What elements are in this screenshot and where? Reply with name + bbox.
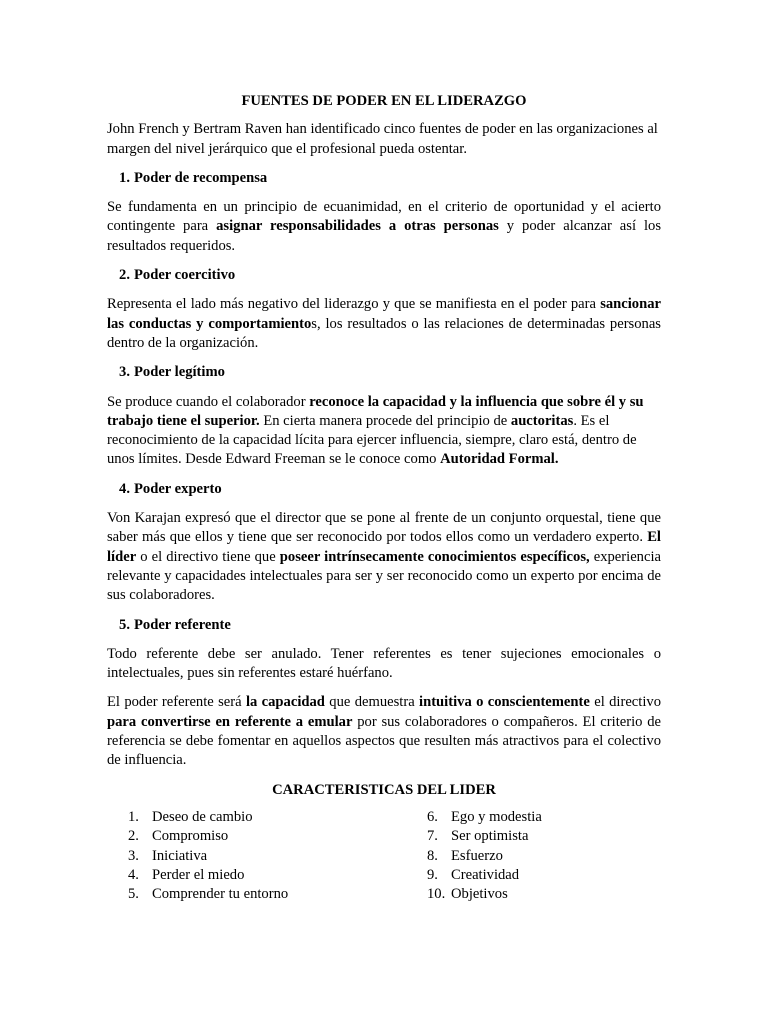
list-text: Compromiso [152, 828, 229, 845]
list-text: Objetivos [451, 886, 508, 903]
bold-run: intuitiva o conscientemente [419, 694, 590, 711]
list-number: 6. [427, 808, 438, 825]
paragraph-legitimo [107, 393, 661, 470]
section-label: Poder experto [134, 480, 222, 497]
section-number: 3. [119, 364, 130, 381]
text-run: Representa el lado más negativo del liderazgo y que se manifiesta en el poder para [107, 296, 601, 313]
text-run: o el directivo tiene que [136, 548, 280, 565]
bold-run: Autoridad Formal. [440, 451, 559, 468]
list-number: 7. [427, 828, 438, 845]
bold-run: asignar responsabilidades a otras personas [216, 218, 499, 235]
list-text: Iniciativa [152, 847, 208, 864]
bold-run: reconoce la capacidad y la influencia que sobre él y su trabajo tiene el superior. [107, 393, 644, 429]
paragraph-referente-2 [107, 693, 661, 770]
list-number: 8. [427, 847, 438, 864]
bold-run: sancionar las conductas y comportamiento [107, 296, 661, 332]
list-number: 10. [427, 886, 446, 903]
text-run: El poder referente será [107, 694, 246, 711]
text-run: que demuestra [324, 694, 420, 711]
section-heading-coercitivo [107, 266, 661, 285]
list-item [427, 885, 542, 904]
characteristics-list [107, 808, 661, 908]
list-item [128, 885, 288, 904]
list-item [427, 808, 542, 827]
section-heading-legitimo [107, 363, 661, 382]
list-item [128, 847, 288, 866]
text-run: por sus colaboradores o compañeros. El criterio de referencia se debe fomentar en aquellos aspectos que resulten más atractivos para el colectivo de influencia. [107, 713, 661, 769]
section-number: 4. [119, 480, 130, 497]
section-label: Poder referente [134, 616, 231, 633]
section-number: 5. [119, 616, 130, 633]
paragraph-recompensa [107, 198, 661, 256]
list-number: 9. [427, 866, 438, 883]
list-text: Ser optimista [451, 828, 529, 845]
bold-run: El líder [107, 529, 661, 565]
list-text: Deseo de cambio [152, 808, 253, 825]
list-number: 3. [128, 847, 139, 864]
text-run: experiencia relevante y capacidades intelectuales para ser y ser reconocido como un experto por encima de sus colaboradores. [107, 548, 661, 604]
paragraph-referente-1: Todo referente debe ser anulado. Tener referentes es tener sujeciones emocionales o intelectuales, pues sin referentes estaré huérfano. [107, 645, 661, 682]
paragraph-coercitivo [107, 295, 661, 353]
list-number: 5. [128, 886, 139, 903]
characteristics-title: CARACTERISTICAS DEL LIDER [272, 781, 496, 798]
list-item [427, 827, 542, 846]
document-content [107, 92, 661, 908]
bold-run: poseer intrínsecamente conocimientos específicos, [279, 548, 590, 565]
characteristics-column-right [427, 808, 542, 904]
text-run: En cierta manera procede del principio de [259, 412, 511, 429]
text-run: y poder alcanzar así los resultados requeridos. [107, 218, 661, 254]
characteristics-column-left [128, 808, 288, 904]
list-text: Perder el miedo [152, 866, 245, 883]
section-label: Poder legítimo [134, 364, 225, 381]
list-item [128, 808, 288, 827]
paragraph-experto [107, 509, 661, 605]
section-number: 2. [119, 267, 130, 284]
bold-run: para convertirse en referente a emular [107, 713, 353, 730]
section-heading-referente [107, 616, 661, 635]
list-text: Esfuerzo [451, 847, 503, 864]
bold-run: la capacidad [245, 694, 325, 711]
intro-paragraph: John French y Bertram Raven han identificado cinco fuentes de poder en las organizaciones al margen del nivel jerárquico que el profesional pueda ostentar. [107, 121, 658, 157]
section-heading-recompensa [107, 169, 661, 188]
bold-run: auctoritas [510, 412, 574, 429]
text-run: Von Karajan expresó que el director que se pone al frente de un conjunto orquestal, tiene que saber más que ellos y tiene que ser reconocido por todos ellos como un verdadero experto. [107, 510, 661, 546]
list-item [128, 827, 288, 846]
list-number: 2. [128, 828, 139, 845]
list-text: Comprender tu entorno [152, 886, 289, 903]
section-number: 1. [119, 169, 130, 186]
text-run: s, los resultados o las relaciones de determinadas personas dentro de la organización. [107, 315, 661, 351]
text-run: Se fundamenta en un principio de ecuanimidad, en el criterio de oportunidad y el acierto contingente para [107, 199, 661, 235]
list-item [427, 866, 542, 885]
document-title: FUENTES DE PODER EN EL LIDERAZGO [241, 93, 527, 109]
text-run: . Es el reconocimiento de la capacidad lícita para ejercer influencia, siempre, claro está, dentro de unos límites. Desde Edward Freeman se le conoce como [107, 412, 637, 468]
section-heading-experto [107, 480, 661, 499]
section-label: Poder de recompensa [134, 169, 268, 186]
list-number: 1. [128, 808, 139, 825]
list-text: Ego y modestia [451, 808, 542, 825]
list-number: 4. [128, 866, 139, 883]
list-text: Creatividad [451, 866, 520, 883]
section-label: Poder coercitivo [134, 267, 236, 284]
list-item [128, 866, 288, 885]
list-item [427, 847, 542, 866]
text-run: el directivo [589, 694, 661, 711]
text-run: Se produce cuando el colaborador [107, 393, 310, 410]
